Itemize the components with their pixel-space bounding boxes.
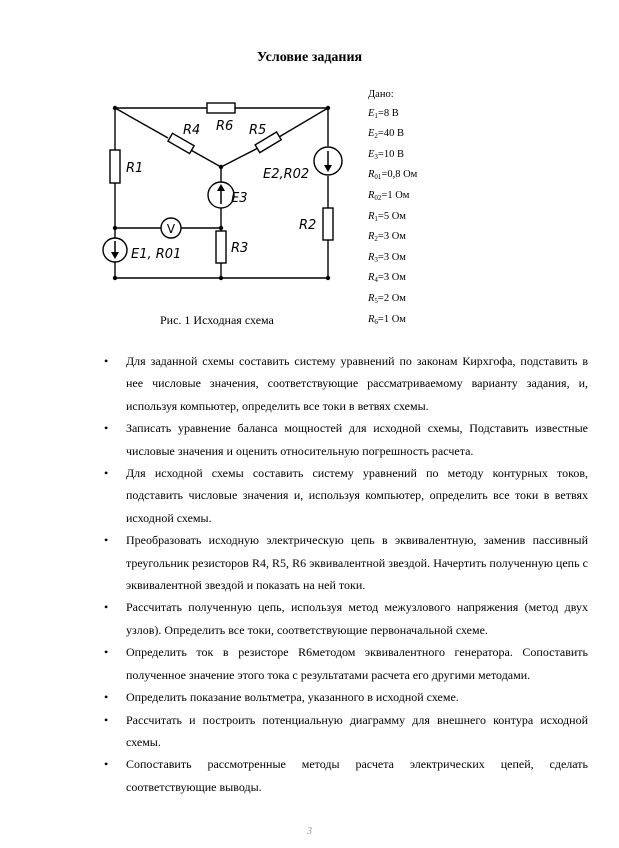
given-row: $E_2=40$ В xyxy=(368,128,404,141)
given-heading: Дано: xyxy=(368,89,394,100)
r2-label: R2 xyxy=(299,218,317,233)
given-row: $E_1=8$ В xyxy=(368,107,399,120)
e1-label: E1, R01 xyxy=(131,247,182,262)
given-row: $E_3=10$ В xyxy=(368,148,404,161)
task-item: • Для заданной схемы составить систему уравнений по законам Кирхгофа, подставить в нее числовые значения, соответствующие рассматриваемому варианту задания, и, используя компьютер, определить все токи в ветвях схемы. xyxy=(104,350,588,417)
task-list xyxy=(104,350,588,798)
given-row: $R_4=3$ Ом xyxy=(368,272,406,285)
task-item: • Определить показание вольтметра, указанного в исходной схеме. xyxy=(104,686,588,708)
r1-resistor xyxy=(110,150,120,183)
r6-label: R6 xyxy=(216,119,234,134)
task-item: • Записать уравнение баланса мощностей для исходной схемы, Подставить известные числовые значения и оценить относительную погрешность расчета. xyxy=(104,417,588,462)
r3-label: R3 xyxy=(231,241,249,256)
given-values xyxy=(368,86,417,331)
given-row: $R_1=5$ Ом xyxy=(368,210,406,223)
task-item: • Рассчитать полученную цепь, используя метод межузлового напряжения (метод двух узлов). Определить все токи, соответствующие первоначальной схеме. xyxy=(104,596,588,641)
task-item: • Для исходной схемы составить систему уравнений по методу контурных токов, подставить числовые значения и, используя компьютер, определить все токи в ветвях исходной схемы. xyxy=(104,462,588,529)
r5-label: R5 xyxy=(249,123,267,138)
e3-label: E3 xyxy=(231,191,248,206)
given-row: $R_{02}=1$ Ом xyxy=(368,189,410,202)
r6-resistor xyxy=(207,103,235,113)
r3-resistor xyxy=(216,231,226,263)
e2-label: E2,R02 xyxy=(263,167,310,182)
task-item: • Рассчитать и построить потенциальную диаграмму для внешнего контура исходной схемы. xyxy=(104,709,588,754)
e1-source xyxy=(103,238,127,262)
task-item: • Преобразовать исходную электрическую цепь в эквивалентную, заменив пассивный треугольник резисторов R4, R5, R6 эквивалентной звездой. Начертить полученную цепь с эквивалентной звездой и показать на ней токи. xyxy=(104,529,588,596)
r1-label: R1 xyxy=(126,161,144,176)
circuit-schematic xyxy=(95,88,345,293)
figure-caption: Рис. 1 Исходная схема xyxy=(160,313,274,327)
page-title: Условие задания xyxy=(256,50,363,65)
r4-label: R4 xyxy=(183,123,201,138)
svg-text:V: V xyxy=(166,222,176,236)
given-row: $R_6=1$ Ом xyxy=(368,313,406,326)
task-item: • Сопоставить рассмотренные методы расчета электрических цепей, сделать соответствующие выводы. xyxy=(104,753,588,798)
page-number: 3 xyxy=(307,826,312,837)
given-row: $R_5=2$ Ом xyxy=(368,292,406,305)
task-item: • Определить ток в резисторе R6методом эквивалентного генератора. Сопоставить полученное значение этого тока с результатами расчета его другими методами. xyxy=(104,641,588,686)
e2-source xyxy=(314,147,342,175)
r2-resistor xyxy=(323,208,333,240)
given-row: $R_2=3$ Ом xyxy=(368,231,406,244)
given-row: $R_{01}=0,8$ Ом xyxy=(368,169,418,182)
given-row: $R_3=3$ Ом xyxy=(368,251,406,264)
voltmeter xyxy=(161,218,181,238)
